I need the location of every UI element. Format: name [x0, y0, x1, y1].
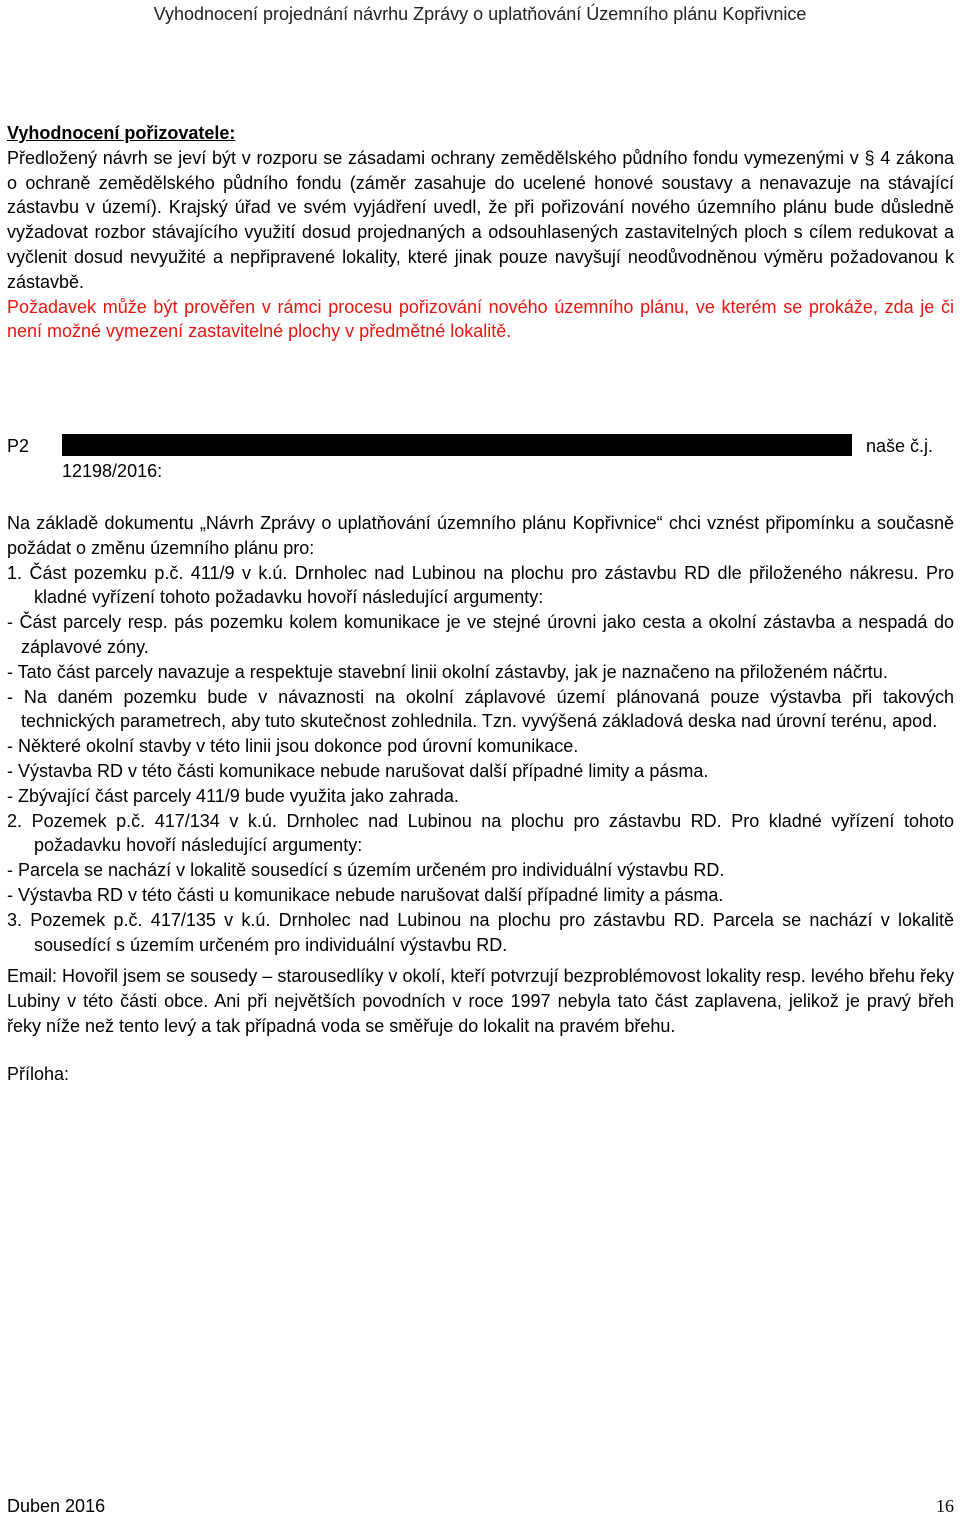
evaluation-heading: Vyhodnocení pořizovatele: [7, 123, 236, 143]
list-bullet: - Parcela se nachází v lokalitě sousedící s územím určeném pro individuální výstavbu RD. [7, 860, 725, 881]
list-bullet: - Výstavba RD v této části u komunikace nebude narušovat další případné limity a pásma. [7, 884, 724, 905]
attachment-label: Příloha: [7, 1063, 70, 1084]
footer-page-number: 16 [936, 1496, 954, 1516]
p2-label: P2 [7, 436, 30, 456]
list-item-3: 3. Pozemek p.č. 417/135 v k.ú. Drnholec nad Lubinou na plochu pro zástavbu RD. Parcela se nachází v lokalitě sousedící s územím určeném pro individuální výstavbu RD. [7, 909, 954, 955]
evaluation-paragraph: Předložený návrh se jeví být v rozporu se zásadami ochrany zemědělského půdního fondu vymezenými v § 4 zákona o ochraně zemědělského půdního fondu (záměr zasahuje do ucelené honové soustavy a nenavazuje na stávající zástavbu v území). Krajský úřad ve svém vyjádření uvedl, že při pořizování nového územního plánu bude důsledně vyžadovat rozbor stávajícího využití dosud projednaných a odsouhlasených zastavitelných ploch s cílem redukovat a vyčlenit dosud nevyužité a nepřipravené lokality, které jinak pouze navyšují neodůvodněnou výměru požadovanou k zástavbě. [7, 147, 954, 292]
list-bullet: - Na daném pozemku bude v návaznosti na okolní záplavové území plánovaná pouze výstavba při takových technických parametrech, aby tuto skutečnost zohlednila. Tzn. vyvýšená základová deska nad úrovní terénu, apod. [7, 686, 954, 732]
comment-body [7, 511, 954, 1087]
list-bullet: - Některé okolní stavby v této linii jsou dokonce pod úrovní komunikace. [7, 736, 579, 757]
p2-reference-number: 12198/2016: [62, 461, 163, 481]
evaluation-red-note: Požadavek může být prověřen v rámci procesu pořizování nového územního plánu, ve kterém se prokáže, zda je či není možné vymezení zastavitelné plochy v předmětné lokalitě. [7, 296, 954, 342]
page-header-title: Vyhodnocení projednání návrhu Zprávy o uplatňování Územního plánu Kopřivnice [153, 4, 807, 24]
list-bullet: - Tato část parcely navazuje a respektuje stavební linii okolní zástavby, jak je naznačeno na přiloženém náčrtu. [7, 661, 888, 682]
list-item-1: 1. Část pozemku p.č. 411/9 v k.ú. Drnholec nad Lubinou na plochu pro zástavbu RD dle přiloženého nákresu. Pro kladné vyřízení tohoto požadavku hovoří následující argumenty: [7, 562, 954, 608]
evaluation-section [7, 121, 954, 344]
list-item-2: 2. Pozemek p.č. 417/134 v k.ú. Drnholec nad Lubinou na plochu pro zástavbu RD. Pro kladné vyřízení tohoto požadavku hovoří následující argumenty: [7, 810, 954, 856]
redaction-bar [62, 434, 852, 456]
comment-intro: Na základě dokumentu „Návrh Zprávy o uplatňování územního plánu Kopřivnice“ chci vznést připomínku a současně požádat o změnu územního plánu pro: [7, 513, 954, 558]
p2-reference-prefix: naše č.j. [866, 436, 934, 456]
email-paragraph: Email: Hovořil jsem se sousedy – starousedlíky v okolí, kteří potvrzují bezproblémovost lokality resp. levého břehu řeky Lubiny v této části obce. Ani při největších povodních v roce 1997 nebyla tato část zaplavena, jelikož je pravý břeh řeky níže než tento levý a tak případná voda se směřuje do lokalit na pravém břehu. [7, 966, 954, 1036]
list-bullet: - Výstavba RD v této části komunikace nebude narušovat další případné limity a pásma. [7, 760, 709, 781]
list-bullet: - Zbývající část parcely 411/9 bude využita jako zahrada. [7, 785, 459, 806]
footer-date: Duben 2016 [7, 1496, 106, 1516]
list-bullet: - Část parcely resp. pás pozemku kolem komunikace je ve stejné úrovni jako cesta a okolní zástavba a nespadá do záplavové zóny. [7, 612, 954, 657]
